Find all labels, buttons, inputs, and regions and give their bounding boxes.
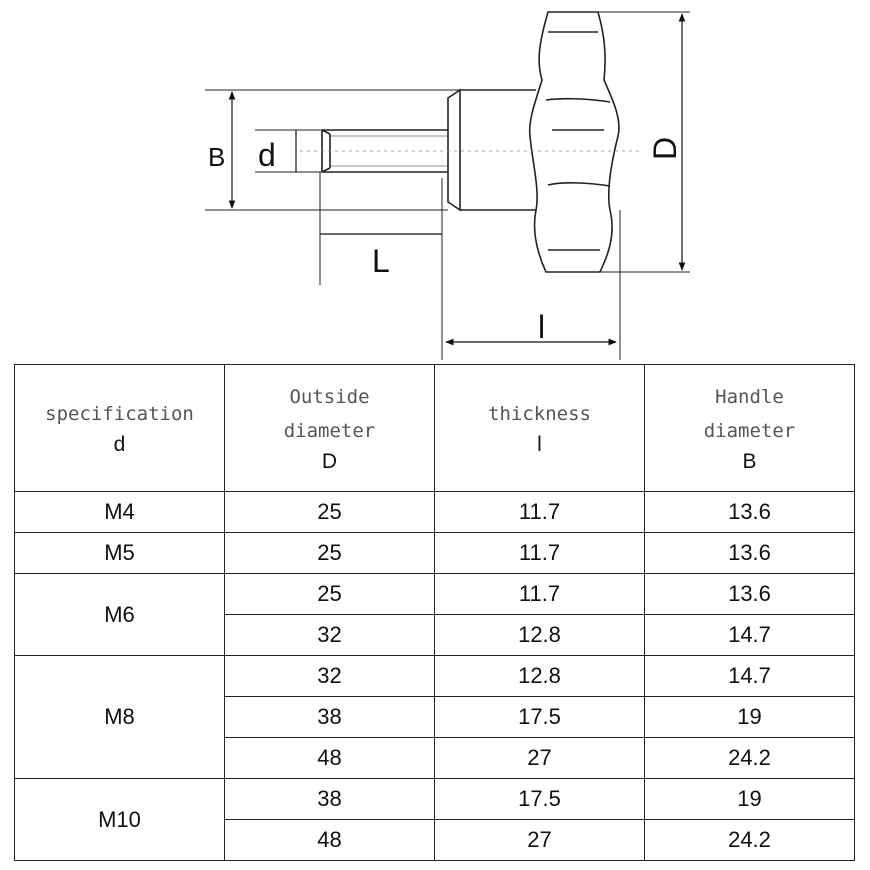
header-text: Outside diameter — [283, 386, 376, 442]
outside-diameter-cell: 25 — [225, 574, 435, 615]
handle-diameter-cell: 24.2 — [645, 738, 855, 779]
handle-diameter-cell: 19 — [645, 697, 855, 738]
handle-diameter-cell: 14.7 — [645, 656, 855, 697]
header-symbol: l — [537, 433, 542, 456]
outside-diameter-cell: 38 — [225, 779, 435, 820]
table-row — [15, 656, 855, 697]
spec-cell: M4 — [15, 492, 225, 533]
spec-table — [14, 364, 855, 861]
knob-head — [530, 12, 619, 272]
label-l: l — [538, 309, 546, 345]
header-symbol: d — [113, 433, 126, 456]
header-outside-diameter — [225, 365, 435, 492]
spec-cell: M5 — [15, 533, 225, 574]
handle-diameter-cell: 14.7 — [645, 615, 855, 656]
thickness-cell: 17.5 — [435, 697, 645, 738]
thickness-cell: 11.7 — [435, 492, 645, 533]
thickness-cell: 12.8 — [435, 615, 645, 656]
outside-diameter-cell: 32 — [225, 615, 435, 656]
spec-cell: M8 — [15, 656, 225, 779]
handle-diameter-cell: 19 — [645, 779, 855, 820]
thickness-cell: 12.8 — [435, 656, 645, 697]
outside-diameter-cell: 25 — [225, 492, 435, 533]
thickness-cell: 11.7 — [435, 533, 645, 574]
label-D: D — [647, 136, 683, 160]
handle-diameter-cell: 13.6 — [645, 533, 855, 574]
header-text: thickness — [488, 403, 591, 425]
header-specification — [15, 365, 225, 492]
outside-diameter-cell: 38 — [225, 697, 435, 738]
spec-cell: M10 — [15, 779, 225, 861]
table-row — [15, 533, 855, 574]
label-L: L — [372, 243, 390, 279]
knob-dimension-diagram — [0, 0, 870, 365]
spec-cell: M6 — [15, 574, 225, 656]
table-row — [15, 492, 855, 533]
thickness-cell: 17.5 — [435, 779, 645, 820]
dimension-lines — [232, 14, 682, 342]
header-symbol: B — [742, 450, 757, 473]
table-row — [15, 779, 855, 820]
table-header-row — [15, 365, 855, 492]
outside-diameter-cell: 48 — [225, 738, 435, 779]
handle-diameter-cell: 13.6 — [645, 492, 855, 533]
handle-diameter-cell: 24.2 — [645, 820, 855, 861]
thickness-cell: 11.7 — [435, 574, 645, 615]
thickness-cell: 27 — [435, 820, 645, 861]
table-row — [15, 574, 855, 615]
header-text: specification — [45, 403, 194, 425]
label-B: B — [208, 142, 226, 172]
header-handle-diameter — [645, 365, 855, 492]
knob-hub — [448, 90, 536, 210]
outside-diameter-cell: 25 — [225, 533, 435, 574]
header-thickness — [435, 365, 645, 492]
label-d: d — [258, 137, 276, 173]
thickness-cell: 27 — [435, 738, 645, 779]
handle-diameter-cell: 13.6 — [645, 574, 855, 615]
header-text: Handle diameter — [703, 386, 796, 442]
outside-diameter-cell: 32 — [225, 656, 435, 697]
outside-diameter-cell: 48 — [225, 820, 435, 861]
header-symbol: D — [321, 450, 338, 473]
